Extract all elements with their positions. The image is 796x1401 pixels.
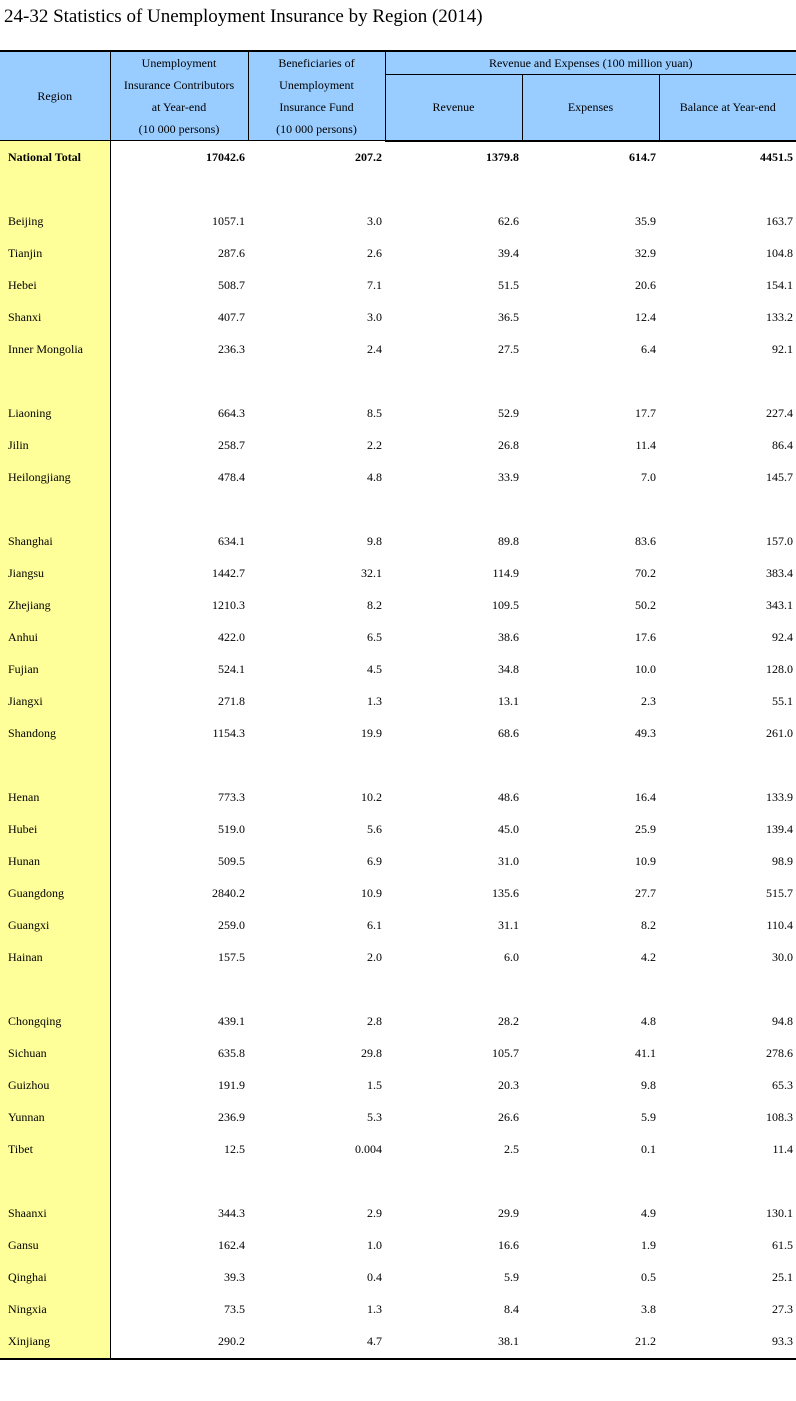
cell-expenses: 6.4: [641, 342, 656, 356]
cell-expenses: 50.2: [635, 598, 656, 612]
cell-contributors: 157.5: [218, 950, 245, 964]
cell-region: Xinjiang: [0, 1326, 110, 1359]
cell-beneficiaries: 6.9: [367, 854, 382, 868]
cell-revenue: 13.1: [498, 694, 519, 708]
cell-revenue: 5.9: [504, 1270, 519, 1284]
cell-expenses: 10.9: [635, 854, 656, 868]
table-row: [0, 430, 796, 462]
cell-expenses: [522, 974, 659, 1006]
cell-beneficiaries: 29.8: [361, 1046, 382, 1060]
cell-balance: 98.9: [772, 854, 793, 868]
cell-contributors: 519.0: [218, 822, 245, 836]
cell-beneficiaries: 5.6: [367, 822, 382, 836]
cell-region: Jilin: [0, 430, 110, 462]
cell-expenses: 35.9: [635, 214, 656, 228]
table-row: [0, 558, 796, 590]
table-header: [0, 51, 796, 141]
cell-beneficiaries: 10.2: [361, 790, 382, 804]
cell-revenue: 68.6: [498, 726, 519, 740]
cell-expenses: 7.0: [641, 470, 656, 484]
cell-beneficiaries: 2.0: [367, 950, 382, 964]
cell-contributors: 236.9: [218, 1110, 245, 1124]
cell-beneficiaries: 1.0: [367, 1238, 382, 1252]
cell-expenses: 1.9: [641, 1238, 656, 1252]
cell-beneficiaries: 4.8: [367, 470, 382, 484]
table-row: [0, 1294, 796, 1326]
cell-revenue: 31.1: [498, 918, 519, 932]
cell-region: Ningxia: [0, 1294, 110, 1326]
cell-region: Heilongjiang: [0, 462, 110, 494]
cell-balance: 278.6: [766, 1046, 793, 1060]
cell-balance: 27.3: [772, 1302, 793, 1316]
cell-expenses: [522, 366, 659, 398]
cell-expenses: 16.4: [635, 790, 656, 804]
cell-revenue: 109.5: [492, 598, 519, 612]
cell-contributors: 2840.2: [212, 886, 245, 900]
cell-beneficiaries: [248, 366, 385, 398]
cell-beneficiaries: 2.4: [367, 342, 382, 356]
cell-beneficiaries: 7.1: [367, 278, 382, 292]
cell-revenue: 28.2: [498, 1014, 519, 1028]
cell-balance: 261.0: [766, 726, 793, 740]
cell-region: Guangdong: [0, 878, 110, 910]
table-row: [0, 718, 796, 750]
cell-revenue: 36.5: [498, 310, 519, 324]
cell-contributors: 258.7: [218, 438, 245, 452]
header-beneficiaries-line: (10 000 persons): [276, 122, 357, 136]
cell-balance: 157.0: [766, 534, 793, 548]
cell-balance: [659, 974, 796, 1006]
cell-region: [0, 974, 110, 1006]
cell-beneficiaries: 19.9: [361, 726, 382, 740]
cell-balance: 110.4: [766, 918, 793, 932]
table-row: [0, 334, 796, 366]
cell-contributors: 439.1: [218, 1014, 245, 1028]
cell-contributors: 344.3: [218, 1206, 245, 1220]
table-row: [0, 1102, 796, 1134]
cell-revenue: 33.9: [498, 470, 519, 484]
cell-expenses: 4.8: [641, 1014, 656, 1028]
cell-expenses: 614.7: [629, 150, 656, 164]
cell-region: Fujian: [0, 654, 110, 686]
cell-region: Shaanxi: [0, 1198, 110, 1230]
cell-expenses: 9.8: [641, 1078, 656, 1092]
cell-expenses: [522, 1166, 659, 1198]
cell-balance: 92.1: [772, 342, 793, 356]
cell-contributors: 1442.7: [212, 566, 245, 580]
header-revenue-expenses-group: Revenue and Expenses (100 million yuan): [385, 51, 796, 75]
cell-contributors: 236.3: [218, 342, 245, 356]
table-row: [0, 782, 796, 814]
cell-region: Jiangsu: [0, 558, 110, 590]
header-contributors-line: at Year-end: [151, 100, 207, 114]
table-title: 24-32 Statistics of Unemployment Insurance by Region (2014): [4, 6, 483, 27]
cell-contributors: 773.3: [218, 790, 245, 804]
cell-beneficiaries: 0.4: [367, 1270, 382, 1284]
cell-contributors: 259.0: [218, 918, 245, 932]
cell-region: Yunnan: [0, 1102, 110, 1134]
cell-balance: 108.3: [766, 1110, 793, 1124]
cell-expenses: 32.9: [635, 246, 656, 260]
header-region: Region: [0, 51, 110, 141]
table-row: [0, 1070, 796, 1102]
cell-contributors: 162.4: [218, 1238, 245, 1252]
cell-balance: 4451.5: [760, 150, 793, 164]
cell-expenses: 83.6: [635, 534, 656, 548]
header-revenue: Revenue: [385, 75, 522, 141]
cell-region: Tibet: [0, 1134, 110, 1166]
table-row: [0, 1006, 796, 1038]
cell-expenses: 25.9: [635, 822, 656, 836]
cell-contributors: 1057.1: [212, 214, 245, 228]
spacer-row: [0, 750, 796, 782]
cell-balance: [659, 174, 796, 206]
cell-expenses: 5.9: [641, 1110, 656, 1124]
spacer-row: [0, 494, 796, 526]
cell-contributors: 1154.3: [212, 726, 245, 740]
cell-beneficiaries: 3.0: [367, 214, 382, 228]
cell-expenses: [522, 494, 659, 526]
spacer-row: [0, 174, 796, 206]
cell-balance: 92.4: [772, 630, 793, 644]
cell-expenses: 41.1: [635, 1046, 656, 1060]
cell-region: [0, 750, 110, 782]
cell-revenue: 2.5: [504, 1142, 519, 1156]
cell-beneficiaries: 32.1: [361, 566, 382, 580]
cell-region: Anhui: [0, 622, 110, 654]
cell-revenue: 89.8: [498, 534, 519, 548]
cell-balance: 86.4: [772, 438, 793, 452]
cell-expenses: 27.7: [635, 886, 656, 900]
cell-beneficiaries: 2.9: [367, 1206, 382, 1220]
header-contributors-line: Insurance Contributors: [123, 78, 235, 92]
cell-contributors: 508.7: [218, 278, 245, 292]
cell-expenses: 0.1: [641, 1142, 656, 1156]
cell-balance: 93.3: [659, 1326, 796, 1359]
cell-region: Guangxi: [0, 910, 110, 942]
cell-expenses: [522, 174, 659, 206]
table-row: [0, 1326, 796, 1359]
cell-revenue: 48.6: [498, 790, 519, 804]
cell-contributors: [110, 974, 248, 1006]
cell-contributors: 73.5: [224, 1302, 245, 1316]
spacer-row: [0, 1166, 796, 1198]
table-row: [0, 462, 796, 494]
cell-contributors: 1210.3: [212, 598, 245, 612]
header-expenses: Expenses: [522, 75, 659, 141]
cell-expenses: 17.7: [635, 406, 656, 420]
cell-beneficiaries: [248, 974, 385, 1006]
cell-revenue: 27.5: [498, 342, 519, 356]
cell-contributors: 287.6: [218, 246, 245, 260]
cell-region: Inner Mongolia: [0, 334, 110, 366]
table-row: [0, 141, 796, 174]
table-row: [0, 910, 796, 942]
cell-beneficiaries: 9.8: [367, 534, 382, 548]
cell-revenue: 6.0: [504, 950, 519, 964]
cell-region: [0, 366, 110, 398]
cell-contributors: 39.3: [224, 1270, 245, 1284]
cell-region: Shanxi: [0, 302, 110, 334]
cell-contributors: 478.4: [218, 470, 245, 484]
cell-balance: 104.8: [766, 246, 793, 260]
cell-revenue: 38.6: [498, 630, 519, 644]
cell-beneficiaries: 4.5: [367, 662, 382, 676]
cell-expenses: 20.6: [635, 278, 656, 292]
table-row: [0, 302, 796, 334]
cell-revenue: 29.9: [498, 1206, 519, 1220]
cell-revenue: 26.8: [498, 438, 519, 452]
cell-expenses: 8.2: [641, 918, 656, 932]
header-contributors: [110, 51, 248, 141]
cell-beneficiaries: 3.0: [367, 310, 382, 324]
cell-contributors: 407.7: [218, 310, 245, 324]
cell-expenses: 11.4: [635, 438, 656, 452]
table-row: [0, 1134, 796, 1166]
table-row: [0, 590, 796, 622]
cell-revenue: [385, 494, 522, 526]
cell-contributors: 422.0: [218, 630, 245, 644]
cell-region: Shandong: [0, 718, 110, 750]
cell-expenses: 2.3: [641, 694, 656, 708]
cell-contributors: [110, 494, 248, 526]
cell-revenue: [385, 174, 522, 206]
cell-revenue: 39.4: [498, 246, 519, 260]
cell-region: Jiangxi: [0, 686, 110, 718]
cell-beneficiaries: [248, 1166, 385, 1198]
cell-region: Guizhou: [0, 1070, 110, 1102]
cell-expenses: 12.4: [635, 310, 656, 324]
cell-beneficiaries: 2.2: [367, 438, 382, 452]
cell-revenue: [385, 366, 522, 398]
cell-balance: 154.1: [766, 278, 793, 292]
cell-region: [0, 494, 110, 526]
cell-region: Hebei: [0, 270, 110, 302]
cell-contributors: 664.3: [218, 406, 245, 420]
cell-contributors: 271.8: [218, 694, 245, 708]
cell-revenue: 52.9: [498, 406, 519, 420]
cell-region: Hunan: [0, 846, 110, 878]
table-row: [0, 270, 796, 302]
table-row: [0, 654, 796, 686]
header-beneficiaries-line: Beneficiaries of: [278, 56, 355, 70]
table-row: [0, 238, 796, 270]
cell-balance: 61.5: [772, 1238, 793, 1252]
cell-contributors: 17042.6: [206, 149, 245, 164]
cell-contributors: 634.1: [218, 534, 245, 548]
cell-revenue: 31.0: [498, 854, 519, 868]
header-beneficiaries-line: Insurance Fund: [279, 100, 354, 114]
cell-contributors: 290.2: [110, 1326, 248, 1359]
cell-revenue: 45.0: [498, 822, 519, 836]
cell-region: Gansu: [0, 1230, 110, 1262]
cell-beneficiaries: 8.5: [367, 406, 382, 420]
cell-region: Hubei: [0, 814, 110, 846]
table-row: [0, 814, 796, 846]
table-row: [0, 398, 796, 430]
cell-revenue: 62.6: [498, 214, 519, 228]
cell-revenue: 34.8: [498, 662, 519, 676]
header-beneficiaries: [248, 51, 385, 141]
cell-revenue: 38.1: [385, 1326, 522, 1359]
cell-beneficiaries: 1.3: [367, 1302, 382, 1316]
table-row: [0, 206, 796, 238]
cell-beneficiaries: 0.004: [355, 1142, 382, 1156]
cell-balance: 515.7: [766, 886, 793, 900]
cell-beneficiaries: [248, 750, 385, 782]
cell-balance: 343.1: [766, 598, 793, 612]
spacer-row: [0, 974, 796, 1006]
cell-revenue: 1379.8: [486, 150, 519, 164]
cell-region: Chongqing: [0, 1006, 110, 1038]
header-contributors-line: Unemployment: [141, 56, 217, 70]
table-row: [0, 878, 796, 910]
spacer-row: [0, 366, 796, 398]
cell-contributors: 635.8: [218, 1046, 245, 1060]
cell-beneficiaries: 207.2: [355, 149, 382, 164]
cell-beneficiaries: 1.5: [367, 1078, 382, 1092]
cell-balance: 133.9: [766, 790, 793, 804]
cell-revenue: 20.3: [498, 1078, 519, 1092]
cell-balance: 128.0: [766, 662, 793, 676]
cell-beneficiaries: 1.3: [367, 694, 382, 708]
cell-region: Hainan: [0, 942, 110, 974]
cell-region: [0, 174, 110, 206]
cell-balance: 55.1: [772, 694, 793, 708]
cell-contributors: 12.5: [224, 1142, 245, 1156]
cell-region: [0, 1166, 110, 1198]
cell-balance: 139.4: [766, 822, 793, 836]
cell-beneficiaries: 10.9: [361, 886, 382, 900]
cell-region: Henan: [0, 782, 110, 814]
table-row: [0, 846, 796, 878]
cell-revenue: 105.7: [492, 1046, 519, 1060]
cell-beneficiaries: 2.6: [367, 246, 382, 260]
cell-balance: 25.1: [772, 1270, 793, 1284]
table-row: [0, 1038, 796, 1070]
table-row: [0, 686, 796, 718]
cell-revenue: 26.6: [498, 1110, 519, 1124]
cell-contributors: [110, 1166, 248, 1198]
cell-expenses: 10.0: [635, 662, 656, 676]
cell-expenses: 49.3: [635, 726, 656, 740]
cell-balance: 227.4: [766, 406, 793, 420]
cell-beneficiaries: 8.2: [367, 598, 382, 612]
cell-beneficiaries: [248, 494, 385, 526]
cell-contributors: 524.1: [218, 662, 245, 676]
cell-balance: 11.4: [772, 1142, 793, 1156]
cell-revenue: 135.6: [492, 886, 519, 900]
cell-balance: 30.0: [772, 950, 793, 964]
header-beneficiaries-line: Unemployment: [279, 78, 354, 92]
cell-revenue: [385, 974, 522, 1006]
cell-region: Beijing: [0, 206, 110, 238]
table-row: [0, 1262, 796, 1294]
cell-expenses: 0.5: [641, 1270, 656, 1284]
cell-balance: [659, 750, 796, 782]
table-body: [0, 141, 796, 1359]
cell-revenue: 51.5: [498, 278, 519, 292]
cell-balance: 94.8: [772, 1014, 793, 1028]
table-row: [0, 1230, 796, 1262]
cell-contributors: [110, 366, 248, 398]
cell-revenue: [385, 750, 522, 782]
cell-contributors: 509.5: [218, 854, 245, 868]
cell-balance: 130.1: [766, 1206, 793, 1220]
cell-contributors: [110, 174, 248, 206]
cell-contributors: [110, 750, 248, 782]
cell-region: National Total: [0, 141, 110, 174]
cell-beneficiaries: 5.3: [367, 1110, 382, 1124]
cell-revenue: [385, 1166, 522, 1198]
cell-balance: [659, 366, 796, 398]
cell-expenses: 4.9: [641, 1206, 656, 1220]
cell-balance: 65.3: [772, 1078, 793, 1092]
cell-expenses: [522, 750, 659, 782]
table-row: [0, 526, 796, 558]
statistics-table: [0, 50, 796, 1360]
cell-beneficiaries: 6.5: [367, 630, 382, 644]
cell-expenses: 70.2: [635, 566, 656, 580]
cell-region: Zhejiang: [0, 590, 110, 622]
cell-balance: [659, 494, 796, 526]
table-row: [0, 622, 796, 654]
cell-region: Liaoning: [0, 398, 110, 430]
cell-balance: 163.7: [766, 214, 793, 228]
cell-revenue: 8.4: [504, 1302, 519, 1316]
cell-region: Tianjin: [0, 238, 110, 270]
cell-revenue: 114.9: [492, 566, 519, 580]
cell-expenses: 17.6: [635, 630, 656, 644]
cell-expenses: 21.2: [522, 1326, 659, 1359]
cell-region: Sichuan: [0, 1038, 110, 1070]
table-row: [0, 1198, 796, 1230]
cell-region: Shanghai: [0, 526, 110, 558]
cell-balance: 145.7: [766, 470, 793, 484]
cell-beneficiaries: 4.7: [248, 1326, 385, 1359]
cell-expenses: 4.2: [641, 950, 656, 964]
cell-beneficiaries: 6.1: [367, 918, 382, 932]
cell-expenses: 3.8: [641, 1302, 656, 1316]
table-row: [0, 942, 796, 974]
cell-beneficiaries: [248, 174, 385, 206]
cell-balance: 133.2: [766, 310, 793, 324]
cell-revenue: 16.6: [498, 1238, 519, 1252]
cell-beneficiaries: 2.8: [367, 1014, 382, 1028]
cell-balance: [659, 1166, 796, 1198]
cell-balance: 383.4: [766, 566, 793, 580]
header-balance: Balance at Year-end: [659, 75, 796, 141]
cell-region: Qinghai: [0, 1262, 110, 1294]
header-contributors-line: (10 000 persons): [138, 122, 220, 136]
cell-contributors: 191.9: [218, 1078, 245, 1092]
